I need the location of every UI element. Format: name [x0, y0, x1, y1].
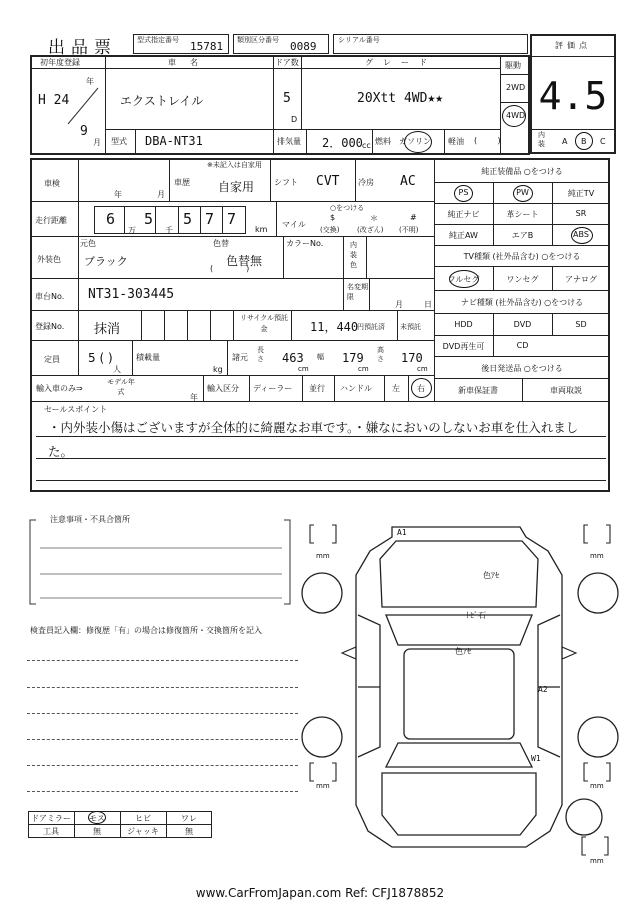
height-value: 170	[401, 351, 423, 365]
doors-value: 5	[283, 91, 291, 106]
interior-label: 内装	[538, 131, 545, 148]
capacity-label: 定員	[44, 355, 60, 364]
score-label: 評価点	[555, 41, 591, 50]
reg-no-label: 登録No.	[35, 322, 65, 331]
recycle-paid: 円預託済	[357, 323, 385, 331]
tv-fullseg-circle	[449, 270, 479, 288]
handle-right: 右	[417, 384, 425, 393]
class-no-label: 類別区分番号	[237, 36, 279, 44]
mark-a1-front: A1	[397, 528, 407, 537]
load-label: 積載量	[136, 353, 160, 362]
interior-b: B	[581, 137, 587, 146]
dollar-mark: $	[330, 213, 336, 222]
tv-fullseg: フルセグ	[447, 275, 480, 284]
model-value: DBA-NT31	[145, 134, 203, 148]
height-label: 高さ	[377, 346, 384, 363]
score-value: 4.5	[538, 74, 608, 118]
drive-4wd-circle	[502, 105, 526, 127]
model-no-value: 15781	[190, 40, 224, 53]
mileage-digit-4: 7	[205, 210, 215, 228]
reg-no-value: 抹消	[94, 322, 121, 337]
model-no-label: 型式指定番号	[137, 36, 179, 44]
dealer-option: ディーラー	[253, 384, 293, 393]
chassis-label: 車台No.	[35, 292, 65, 301]
cc-unit: cc	[362, 141, 371, 150]
diesel-paren: ( )	[474, 136, 501, 145]
first-reg-month: 9	[80, 124, 88, 139]
mm-front-left: mm	[316, 552, 330, 560]
mileage-digit-1: 6	[106, 210, 116, 228]
equip-pw-circle	[513, 185, 533, 202]
dollar-note: (交換)	[320, 226, 340, 234]
mm-rear-left: mm	[316, 782, 330, 790]
sales-point-line-1: ・内外装小傷はございますが全体的に綺麗なお車です。・嫌なにおいのしないお車を仕入れまし	[48, 420, 579, 435]
drive-4wd: 4WD	[506, 111, 526, 120]
interior-b-circle	[575, 132, 593, 150]
recycle-label: リサイクル預託金	[239, 314, 289, 333]
navi-sd: SD	[575, 320, 587, 329]
ac-value: AC	[400, 174, 416, 189]
doors-label: ドア数	[275, 58, 299, 67]
import-type-label: 輸入区分	[207, 384, 239, 393]
tv-title: TV種類 (社外品含む) ○をつける	[463, 252, 581, 261]
displacement-label: 排気量	[277, 137, 301, 146]
tv-oneseg: ワンセグ	[506, 275, 539, 284]
history-label: 車歴	[174, 178, 190, 187]
model-label: 型式	[111, 137, 127, 146]
tools-value: 無	[93, 827, 101, 836]
equip-tv: 純正TV	[567, 189, 595, 198]
first-reg-year: H 24	[38, 93, 70, 108]
equip-abs-circle	[571, 227, 593, 244]
page-title: 出品票	[48, 38, 117, 58]
mirror-broken: ワレ	[181, 814, 197, 823]
slash-divider	[66, 86, 100, 126]
model-year-label: モデル年式	[107, 378, 135, 396]
hash-note: (不明)	[399, 226, 419, 234]
docs-title: 後日発送品 ○をつける	[481, 364, 563, 373]
repaint-paren: ( )	[210, 264, 250, 273]
jack-label: ジャッキ	[127, 827, 159, 836]
equip-leather: 革シート	[506, 210, 539, 219]
tools-label: 工具	[43, 827, 59, 836]
doc-manual: 車両取説	[550, 386, 582, 395]
grade-value: 20Xtt 4WD★★	[357, 91, 444, 106]
jack-value: 無	[185, 827, 193, 836]
equip-ps: PS	[458, 188, 469, 197]
width-value: 179	[342, 351, 364, 365]
inspection-month-unit: 月	[157, 190, 165, 199]
cd-option: CD	[516, 341, 529, 350]
fuel-gasoline-circle	[404, 131, 432, 153]
handle-right-circle	[411, 378, 432, 398]
term-label: 名変期限	[347, 283, 368, 301]
specs-label: 諸元	[232, 353, 248, 362]
repaint-value: 色替無	[226, 254, 263, 268]
equip-navi: 純正ナビ	[447, 210, 480, 219]
mark-color-fade-hood: 色ｱｾ	[483, 571, 499, 580]
mirror-moss: モス	[89, 814, 105, 823]
sales-point-line-2: た。	[48, 444, 74, 459]
equip-sr: SR	[575, 209, 587, 218]
mileage-circle-note: ○をつける	[330, 204, 365, 212]
int-color-label: 内装色	[350, 241, 357, 269]
hash-mark: #	[410, 213, 417, 222]
car-damage-diagram	[300, 515, 620, 870]
import-label: 輸入車のみ⇒	[36, 384, 83, 393]
door-type: D	[291, 115, 298, 124]
mm-front-right: mm	[590, 552, 604, 560]
equipment-title: 純正装備品 ○をつける	[481, 167, 563, 176]
interior-c: C	[600, 137, 606, 146]
color-no-label: カラーNo.	[286, 239, 324, 248]
serial-box	[333, 34, 528, 54]
ext-color-label: 外装色	[37, 255, 61, 264]
fuel-diesel: 軽油	[448, 137, 464, 146]
equip-pw: PW	[516, 188, 529, 197]
fuel-label: 燃料	[375, 137, 391, 146]
sales-point-label: セールスポイント	[44, 405, 108, 414]
mile-label: マイル	[282, 220, 306, 229]
kg-unit: kg	[213, 365, 223, 374]
mirror-crack: ヒビ	[135, 814, 151, 823]
width-cm: cm	[358, 365, 369, 373]
parallel-option: 並行	[309, 384, 325, 393]
equip-abs: ABS	[573, 230, 589, 239]
shift-value: CVT	[316, 174, 340, 189]
equip-ps-circle	[454, 185, 473, 202]
mark-color-fade-roof: 色ｱｾ	[455, 647, 471, 656]
km-unit: km	[255, 225, 268, 234]
footer-reference: www.CarFromJapan.com Ref: CFJ1878852	[195, 886, 445, 900]
inspection-year-unit: 年	[114, 190, 122, 199]
model-year-unit: 年	[190, 393, 198, 402]
star-mark: ＊	[370, 214, 378, 223]
mm-spare: mm	[590, 857, 604, 865]
drive-2wd: 2WD	[506, 83, 526, 92]
door-mirror-label: ドアミラー	[31, 814, 71, 823]
navi-title: ナビ種類 (社外品含む) ○をつける	[460, 298, 584, 307]
navi-dvd: DVD	[513, 320, 532, 329]
equip-aw: 純正AW	[449, 231, 478, 240]
car-name-value: エクストレイル	[120, 94, 204, 108]
year-unit: 年	[86, 77, 94, 86]
recycle-value: 11，440	[310, 320, 359, 334]
interior-a: A	[562, 137, 568, 146]
inspection-label: 車検	[44, 179, 60, 188]
handle-label: ハンドル	[340, 384, 372, 393]
term-day-unit: 日	[424, 300, 432, 309]
mileage-digit-2: 5	[144, 210, 154, 228]
tv-analog: アナログ	[565, 275, 597, 284]
mark-stone-chip: ﾄﾋﾞ石	[466, 611, 486, 620]
first-reg-label: 初年度登録	[40, 58, 80, 67]
displacement-value: 2．000	[322, 136, 363, 150]
orig-color-label: 元色	[80, 239, 96, 248]
dvd-playback: DVD再生可	[442, 342, 485, 351]
model-no-box	[133, 34, 229, 54]
width-label: 幅	[317, 353, 324, 361]
capacity-value: 5 ( )	[88, 351, 113, 365]
history-note: ※未記入は自家用	[207, 161, 262, 169]
orig-color-value: ブラック	[84, 255, 128, 268]
ac-label: 冷房	[358, 178, 374, 187]
doc-warranty: 新車保証書	[458, 386, 498, 395]
term-month-unit: 月	[395, 300, 403, 309]
mark-w1-glass: W1	[531, 754, 541, 763]
mark-a2-rear: A2	[538, 685, 548, 694]
length-label: 長さ	[257, 346, 264, 363]
inspector-label: 検査員記入欄：修復歴「有」の場合は修復箇所・交換箇所を記入	[30, 626, 262, 635]
caution-label: 注意事項・不具合箇所	[50, 515, 130, 524]
length-cm: cm	[298, 365, 309, 373]
fuel-gasoline: ガソリン	[399, 137, 431, 146]
mirror-moss-circle	[88, 811, 106, 824]
length-value: 463	[282, 351, 304, 365]
class-no-value: 0089	[290, 40, 317, 53]
repaint-label: 色替	[213, 239, 229, 248]
height-cm: cm	[417, 365, 428, 373]
star-note: (改ざん)	[357, 226, 384, 234]
mileage-label: 走行距離	[35, 216, 67, 225]
handle-left: 左	[392, 384, 400, 393]
month-unit: 月	[93, 138, 101, 147]
recycle-unpaid: 未預託	[400, 323, 421, 331]
equip-airbag: エアB	[511, 231, 534, 240]
shift-label: シフト	[274, 178, 298, 187]
person-unit: 人	[113, 365, 121, 374]
man-unit: 万	[128, 226, 136, 235]
mileage-digit-3: 5	[183, 210, 193, 228]
chassis-value: NT31-303445	[88, 287, 175, 302]
class-no-box	[233, 34, 329, 54]
caution-bracket	[26, 518, 296, 608]
mm-rear-right: mm	[590, 782, 604, 790]
car-name-label: 車名	[168, 58, 212, 67]
serial-label: シリアル番号	[338, 36, 380, 44]
drive-label: 駆動	[505, 61, 521, 70]
history-value: 自家用	[218, 180, 255, 194]
navi-hdd: HDD	[454, 320, 473, 329]
sen-unit: 千	[165, 226, 173, 235]
grade-label: グレード	[365, 58, 437, 67]
mileage-digit-5: 7	[227, 210, 237, 228]
